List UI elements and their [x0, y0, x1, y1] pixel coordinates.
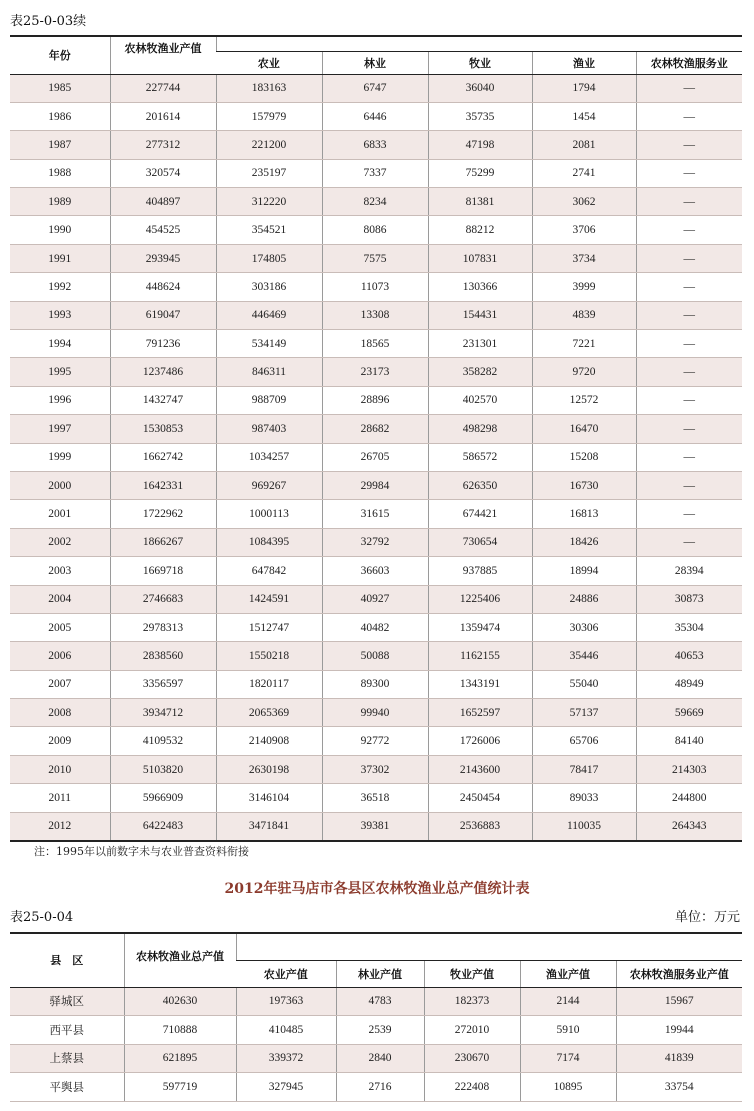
table-cell: 30873 — [636, 585, 742, 613]
header-total: 农林牧渔业总产值 — [124, 933, 236, 987]
table-cell: 92772 — [322, 727, 428, 755]
table-cell: — — [636, 386, 742, 414]
table-row — [10, 415, 742, 443]
table-cell: 174805 — [216, 244, 322, 272]
table-cell: 驿城区 — [10, 987, 124, 1016]
table-cell: — — [636, 301, 742, 329]
table-row — [10, 1044, 742, 1073]
table-cell: 1992 — [10, 273, 110, 301]
header-agri: 农业产值 — [236, 960, 336, 987]
header-forest: 林业 — [322, 51, 428, 74]
table-cell: 7221 — [532, 330, 636, 358]
table-cell: 231301 — [428, 330, 532, 358]
table-cell: 16470 — [532, 415, 636, 443]
table-cell: 2005 — [10, 613, 110, 641]
table-cell: 358282 — [428, 358, 532, 386]
table-cell: 37302 — [322, 755, 428, 783]
table-row — [10, 443, 742, 471]
table-cell: 1343191 — [428, 670, 532, 698]
table-cell: 55040 — [532, 670, 636, 698]
header-forest: 林业产值 — [336, 960, 424, 987]
table-row — [10, 358, 742, 386]
table-cell: 4783 — [336, 987, 424, 1016]
table-cell: 1989 — [10, 188, 110, 216]
table-row — [10, 585, 742, 613]
table-cell: 235197 — [216, 159, 322, 187]
table-cell: 987403 — [216, 415, 322, 443]
table-cell: 1359474 — [428, 613, 532, 641]
table-cell: 320574 — [110, 159, 216, 187]
table-cell: 1987 — [10, 131, 110, 159]
table-cell: 40653 — [636, 642, 742, 670]
table-cell: 30306 — [532, 613, 636, 641]
table-cell: 平舆县 — [10, 1073, 124, 1102]
table-cell: 81381 — [428, 188, 532, 216]
table-cell: 1866267 — [110, 528, 216, 556]
table-cell: 730654 — [428, 528, 532, 556]
table-cell: 1991 — [10, 244, 110, 272]
table-cell: 1820117 — [216, 670, 322, 698]
table-cell: — — [636, 443, 742, 471]
table-cell: 48949 — [636, 670, 742, 698]
table-cell: 410485 — [236, 1016, 336, 1045]
table-cell: 1530853 — [110, 415, 216, 443]
table-cell: 2011 — [10, 784, 110, 812]
table-cell: 57137 — [532, 699, 636, 727]
table-cell: 197363 — [236, 987, 336, 1016]
table-cell: 937885 — [428, 557, 532, 585]
table-cell: 6422483 — [110, 812, 216, 840]
table-cell: 2010 — [10, 755, 110, 783]
table-cell: — — [636, 244, 742, 272]
table-cell: 1993 — [10, 301, 110, 329]
table-cell: 5910 — [520, 1016, 616, 1045]
table-cell: — — [636, 500, 742, 528]
table-cell: 3999 — [532, 273, 636, 301]
table-cell: 39381 — [322, 812, 428, 840]
table-cell: 1512747 — [216, 613, 322, 641]
table-row — [10, 330, 742, 358]
table-cell: 16813 — [532, 500, 636, 528]
table-cell: 277312 — [110, 131, 216, 159]
table-cell: 40482 — [322, 613, 428, 641]
table-cell: 15967 — [616, 987, 742, 1016]
table-cell: 2000 — [10, 471, 110, 499]
table-row — [10, 131, 742, 159]
table-cell: — — [636, 273, 742, 301]
table-cell: 3471841 — [216, 812, 322, 840]
table-cell: 1996 — [10, 386, 110, 414]
table-cell: 1669718 — [110, 557, 216, 585]
table-cell: 2978313 — [110, 613, 216, 641]
header-group-spacer — [216, 36, 742, 51]
table-cell: 36518 — [322, 784, 428, 812]
table2-unit: 单位：万元 — [674, 910, 740, 925]
table-cell: 534149 — [216, 330, 322, 358]
table-cell: 4839 — [532, 301, 636, 329]
table-cell: 227744 — [110, 74, 216, 102]
table-cell: 2001 — [10, 500, 110, 528]
table-cell: 130366 — [428, 273, 532, 301]
table-cell: — — [636, 188, 742, 216]
table-cell: 23173 — [322, 358, 428, 386]
table-row — [10, 755, 742, 783]
header-fishery: 渔业 — [532, 51, 636, 74]
table1-note: 注：1995年以前数字未与农业普查资料衔接 — [34, 845, 249, 858]
table-row — [10, 386, 742, 414]
table-row — [10, 102, 742, 130]
table-cell: 626350 — [428, 471, 532, 499]
table-cell: — — [636, 102, 742, 130]
table-cell: 182373 — [424, 987, 520, 1016]
table-cell: 2004 — [10, 585, 110, 613]
table-row — [10, 301, 742, 329]
table-cell: 1985 — [10, 74, 110, 102]
table-row — [10, 987, 742, 1016]
table-row — [10, 74, 742, 102]
table-cell: 2840 — [336, 1044, 424, 1073]
table-cell: 621895 — [124, 1044, 236, 1073]
table-cell: 1432747 — [110, 386, 216, 414]
table-cell: 221200 — [216, 131, 322, 159]
table-cell: 8234 — [322, 188, 428, 216]
table-cell: 619047 — [110, 301, 216, 329]
table-cell: 2002 — [10, 528, 110, 556]
table-cell: 1997 — [10, 415, 110, 443]
table-cell: 2838560 — [110, 642, 216, 670]
table-cell: 1986 — [10, 102, 110, 130]
table-cell: 183163 — [216, 74, 322, 102]
table-cell: 201614 — [110, 102, 216, 130]
table-cell: 2065369 — [216, 699, 322, 727]
header-group-spacer — [236, 933, 742, 960]
table-cell: 454525 — [110, 216, 216, 244]
table-row — [10, 188, 742, 216]
table-cell: 11073 — [322, 273, 428, 301]
table-cell: 89300 — [322, 670, 428, 698]
table-cell: — — [636, 471, 742, 499]
table-row — [10, 812, 742, 840]
table-cell: 498298 — [428, 415, 532, 443]
table-cell: 4109532 — [110, 727, 216, 755]
table-cell: 28682 — [322, 415, 428, 443]
table-cell: 1000113 — [216, 500, 322, 528]
table-cell: 597719 — [124, 1073, 236, 1102]
table-cell: 2450454 — [428, 784, 532, 812]
table-row — [10, 471, 742, 499]
table-cell: 2081 — [532, 131, 636, 159]
table-cell: 2539 — [336, 1016, 424, 1045]
table-cell: 846311 — [216, 358, 322, 386]
table-cell: 1652597 — [428, 699, 532, 727]
table-cell: 110035 — [532, 812, 636, 840]
table-cell: 230670 — [424, 1044, 520, 1073]
table-cell: 99940 — [322, 699, 428, 727]
table-cell: — — [636, 415, 742, 443]
table-cell: 448624 — [110, 273, 216, 301]
table-cell: 2009 — [10, 727, 110, 755]
table-cell: 2007 — [10, 670, 110, 698]
table-row — [10, 500, 742, 528]
table-cell: 35735 — [428, 102, 532, 130]
table-cell: — — [636, 216, 742, 244]
table-cell: — — [636, 74, 742, 102]
table-output-by-county — [10, 932, 742, 1102]
table-cell: 26705 — [322, 443, 428, 471]
table-cell: 2716 — [336, 1073, 424, 1102]
table-cell: — — [636, 159, 742, 187]
table-row — [10, 273, 742, 301]
table-cell: 674421 — [428, 500, 532, 528]
table-cell: 19944 — [616, 1016, 742, 1045]
table-row — [10, 244, 742, 272]
table-cell: 6833 — [322, 131, 428, 159]
table-cell: 89033 — [532, 784, 636, 812]
table-cell: 2536883 — [428, 812, 532, 840]
table-cell: — — [636, 330, 742, 358]
table-cell: 327945 — [236, 1073, 336, 1102]
table-cell: 1084395 — [216, 528, 322, 556]
table-cell: 16730 — [532, 471, 636, 499]
table-cell: 15208 — [532, 443, 636, 471]
table-row — [10, 1016, 742, 1045]
table-row — [10, 557, 742, 585]
table-cell: 303186 — [216, 273, 322, 301]
table-cell: 88212 — [428, 216, 532, 244]
table-cell: 3356597 — [110, 670, 216, 698]
table-cell: 10895 — [520, 1073, 616, 1102]
table2-title: 2012年驻马店市各县区农林牧渔业总产值统计表 — [224, 881, 530, 897]
table-cell: 969267 — [216, 471, 322, 499]
table-row — [10, 216, 742, 244]
table-cell: 9720 — [532, 358, 636, 386]
table-cell: 上蔡县 — [10, 1044, 124, 1073]
table-cell: 18994 — [532, 557, 636, 585]
table-cell: 2012 — [10, 812, 110, 840]
header-county: 县 区 — [10, 933, 124, 987]
table-cell: 2143600 — [428, 755, 532, 783]
table-cell: 1726006 — [428, 727, 532, 755]
table-cell: 404897 — [110, 188, 216, 216]
table-cell: 312220 — [216, 188, 322, 216]
table-cell: 8086 — [322, 216, 428, 244]
table-cell: 293945 — [110, 244, 216, 272]
table-cell: 6747 — [322, 74, 428, 102]
table-cell: — — [636, 528, 742, 556]
table-row — [10, 699, 742, 727]
header-year: 年份 — [10, 36, 110, 74]
table-cell: 2746683 — [110, 585, 216, 613]
table-cell: 1722962 — [110, 500, 216, 528]
table-cell: 50088 — [322, 642, 428, 670]
table-cell: 36603 — [322, 557, 428, 585]
table-cell: 354521 — [216, 216, 322, 244]
table-cell: — — [636, 358, 742, 386]
table-cell: 446469 — [216, 301, 322, 329]
table-output-by-year — [10, 35, 742, 842]
table-cell: 2630198 — [216, 755, 322, 783]
table-cell: 5103820 — [110, 755, 216, 783]
table-cell: 791236 — [110, 330, 216, 358]
table-cell: 1794 — [532, 74, 636, 102]
table-row — [10, 613, 742, 641]
table-cell: 33754 — [616, 1073, 742, 1102]
table-cell: 13308 — [322, 301, 428, 329]
header-animal: 牧业 — [428, 51, 532, 74]
table-cell: 7575 — [322, 244, 428, 272]
table-cell: 154431 — [428, 301, 532, 329]
table-cell: 78417 — [532, 755, 636, 783]
table-cell: 214303 — [636, 755, 742, 783]
table-cell: 32792 — [322, 528, 428, 556]
table-cell: 28394 — [636, 557, 742, 585]
table-cell: 18426 — [532, 528, 636, 556]
table-cell: 647842 — [216, 557, 322, 585]
table-cell: 222408 — [424, 1073, 520, 1102]
table-cell: 7174 — [520, 1044, 616, 1073]
table-cell: 65706 — [532, 727, 636, 755]
table-cell: 24886 — [532, 585, 636, 613]
table-cell: 244800 — [636, 784, 742, 812]
table-cell: 988709 — [216, 386, 322, 414]
table-cell: 1034257 — [216, 443, 322, 471]
table-cell: 59669 — [636, 699, 742, 727]
table-cell: 36040 — [428, 74, 532, 102]
table-cell: 1999 — [10, 443, 110, 471]
table-cell: 3706 — [532, 216, 636, 244]
table-cell: 7337 — [322, 159, 428, 187]
table-cell: 1162155 — [428, 642, 532, 670]
table-cell: 107831 — [428, 244, 532, 272]
table-cell: 586572 — [428, 443, 532, 471]
header-service: 农林牧渔服务业产值 — [616, 960, 742, 987]
header-fishery: 渔业产值 — [520, 960, 616, 987]
table-cell: 1424591 — [216, 585, 322, 613]
table-cell: 35304 — [636, 613, 742, 641]
table-cell: 3734 — [532, 244, 636, 272]
table-cell: 2144 — [520, 987, 616, 1016]
table-row — [10, 1073, 742, 1102]
table-row — [10, 727, 742, 755]
table-cell: — — [636, 131, 742, 159]
table-cell: 1225406 — [428, 585, 532, 613]
table-cell: 1550218 — [216, 642, 322, 670]
table-cell: 47198 — [428, 131, 532, 159]
table-cell: 272010 — [424, 1016, 520, 1045]
table-cell: 402630 — [124, 987, 236, 1016]
table1-caption: 表25-0-03续 — [10, 14, 87, 29]
table-cell: 28896 — [322, 386, 428, 414]
table-row — [10, 642, 742, 670]
table-row — [10, 159, 742, 187]
table-cell: 1988 — [10, 159, 110, 187]
table-cell: 12572 — [532, 386, 636, 414]
table-cell: 1995 — [10, 358, 110, 386]
table-cell: 1990 — [10, 216, 110, 244]
table-cell: 3934712 — [110, 699, 216, 727]
table-cell: 1994 — [10, 330, 110, 358]
table-cell: 29984 — [322, 471, 428, 499]
table-cell: 1662742 — [110, 443, 216, 471]
table-cell: 84140 — [636, 727, 742, 755]
header-service: 农林牧渔服务业 — [636, 51, 742, 74]
table-cell: 2741 — [532, 159, 636, 187]
table-cell: 18565 — [322, 330, 428, 358]
table-cell: 1642331 — [110, 471, 216, 499]
table2-caption: 表25-0-04 — [10, 910, 74, 925]
table-cell: 2008 — [10, 699, 110, 727]
table-cell: 75299 — [428, 159, 532, 187]
header-total: 农林牧渔业产值 — [110, 36, 216, 74]
table-row — [10, 670, 742, 698]
header-animal: 牧业产值 — [424, 960, 520, 987]
table-cell: 1237486 — [110, 358, 216, 386]
table-cell: 3146104 — [216, 784, 322, 812]
table-cell: 339372 — [236, 1044, 336, 1073]
table-cell: 402570 — [428, 386, 532, 414]
header-agri: 农业 — [216, 51, 322, 74]
table-cell: 6446 — [322, 102, 428, 130]
table-cell: 264343 — [636, 812, 742, 840]
table-cell: 31615 — [322, 500, 428, 528]
table-cell: 2140908 — [216, 727, 322, 755]
table-cell: 41839 — [616, 1044, 742, 1073]
table-cell: 西平县 — [10, 1016, 124, 1045]
table-cell: 5966909 — [110, 784, 216, 812]
table-cell: 1454 — [532, 102, 636, 130]
table-row — [10, 784, 742, 812]
table-cell: 157979 — [216, 102, 322, 130]
table-row — [10, 528, 742, 556]
table-cell: 40927 — [322, 585, 428, 613]
table-cell: 2003 — [10, 557, 110, 585]
table-cell: 35446 — [532, 642, 636, 670]
table-cell: 2006 — [10, 642, 110, 670]
table-cell: 3062 — [532, 188, 636, 216]
table-cell: 710888 — [124, 1016, 236, 1045]
